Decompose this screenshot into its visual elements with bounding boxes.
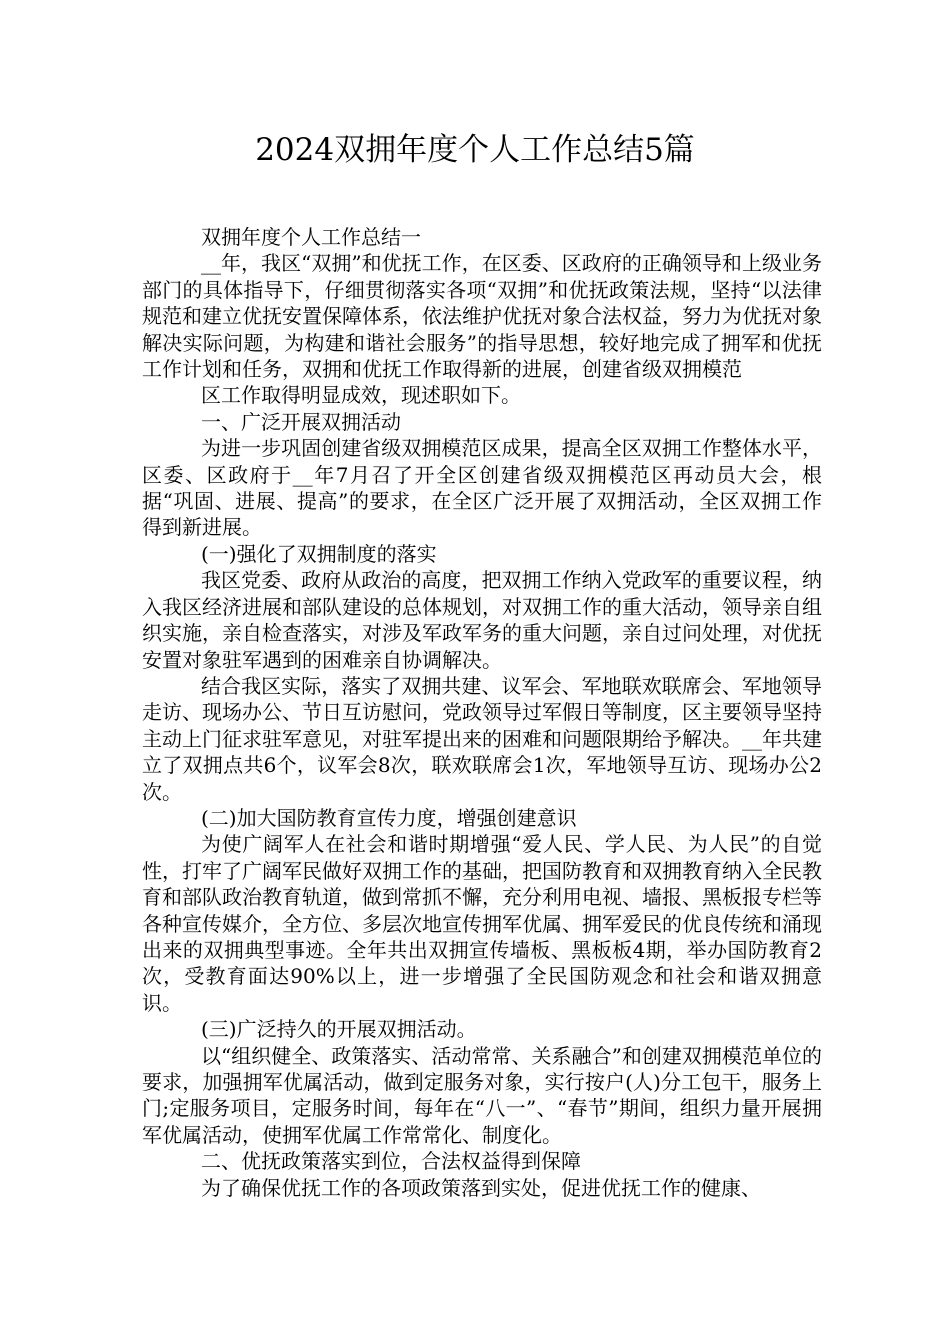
paragraph: 为了确保优抚工作的各项政策落到实处，促进优抚工作的健康、 bbox=[201, 1175, 761, 1200]
paragraph: 结合我区实际，落实了双拥共建、议军会、军地联欢联席会、军地领导走访、现场办公、节日互访慰问，党政领导过军假日等制度，区主要领导坚持主动上门征求驻军意见，对驻军提出来的困难和问题限期给予解决。__年共建立了双拥点共6个，议军会8次，联欢联席会1次，军地领导互访、现场办公2次。 bbox=[142, 673, 822, 804]
paragraph: 为使广阔军人在社会和谐时期增强“爱人民、学人民、为人民”的自觉性，打牢了广阔军民做好双拥工作的基础，把国防教育和双拥教育纳入全民教育和部队政治教育轨道，做到常抓不懈，充分利用电视、墙报、黑板报专栏等各种宣传媒介，全方位、多层次地宣传拥军优属、拥军爱民的优良传统和涌现出来的双拥典型事迹。全年共出双拥宣传墙板、黑板板4期，举办国防教育2次，受教育面达90%以上，进一步增强了全民国防观念和社会和谐双拥意识。 bbox=[142, 832, 822, 1015]
paragraph: 区工作取得明显成效，现述职如下。 bbox=[201, 383, 521, 408]
paragraph-heading: 二、优抚政策落实到位，合法权益得到保障 bbox=[201, 1149, 581, 1174]
paragraph: 为进一步巩固创建省级双拥模范区成果，提高全区双拥工作整体水平，区委、区政府于__年7月召了开全区创建省级双拥模范区再动员大会，根据“巩固、进展、提高”的要求，在全区广泛开展了双拥活动，全区双拥工作得到新进展。 bbox=[142, 436, 822, 540]
document-body bbox=[142, 224, 822, 1201]
document-title: 2024双拥年度个人工作总结5篇 bbox=[255, 132, 695, 168]
paragraph: 我区党委、政府从政治的高度，把双拥工作纳入党政军的重要议程，纳入我区经济进展和部队建设的总体规划，对双拥工作的重大活动，领导亲自组织实施，亲自检查落实，对涉及军政军务的重大问题，亲自过问处理，对优抚安置对象驻军遇到的困难亲自协调解决。 bbox=[142, 568, 822, 672]
paragraph: __年，我区“双拥”和优抚工作，在区委、区政府的正确领导和上级业务部门的具体指导下，仔细贯彻落实各项“双拥”和优抚政策法规，坚持“以法律规范和建立优抚安置保障体系，依法维护优抚对象合法权益，努力为优抚对象解决实际问题，为构建和谐社会服务”的指导思想，较好地完成了拥军和优抚工作计划和任务，双拥和优抚工作取得新的进展，创建省级双拥模范 bbox=[142, 251, 822, 382]
paragraph-section-heading: 双拥年度个人工作总结一 bbox=[201, 225, 421, 249]
paragraph-subheading: (二)加大国防教育宣传力度，增强创建意识 bbox=[201, 805, 577, 830]
paragraph: 以“组织健全、政策落实、活动常常、关系融合”和创建双拥模范单位的要求，加强拥军优属活动，做到定服务对象，实行按户(人)分工包干，服务上门;定服务项目，定服务时间，每年在“八一”、“春节”期间，组织力量开展拥军优属活动，使拥军优属工作常常化、制度化。 bbox=[142, 1043, 822, 1147]
paragraph-subheading: (一)强化了双拥制度的落实 bbox=[201, 541, 437, 566]
paragraph-subheading: (三)广泛持久的开展双拥活动。 bbox=[201, 1017, 477, 1042]
paragraph-heading: 一、广泛开展双拥活动 bbox=[201, 409, 401, 434]
